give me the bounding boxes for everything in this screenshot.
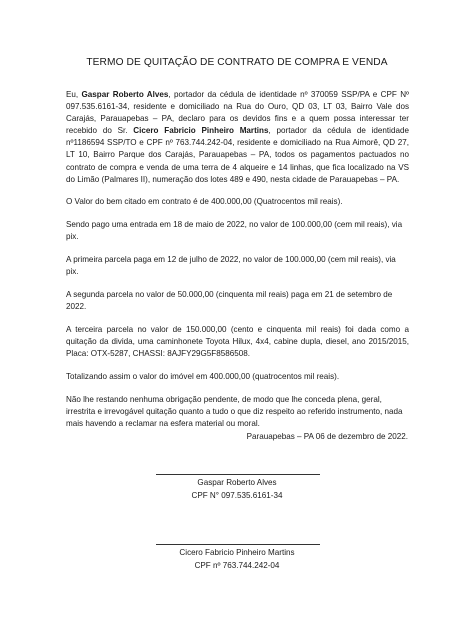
paragraph-declaration [66, 89, 409, 186]
place-and-date: Parauapebas – PA 06 de dezembro de 2022. [246, 432, 408, 441]
paragraph-total-value: O Valor do bem citado em contrato é de 400.000,00 (Quatrocentos mil reais). [66, 197, 343, 207]
signature-line-buyer [156, 544, 320, 545]
paragraph-second-installment: A segunda parcela no valor de 50.000,00 (cinquenta mil reais) paga em 21 de setembro de 2022. [66, 289, 393, 312]
declaration-intro: Eu, [66, 90, 82, 99]
paragraph-down-payment: Sendo pago uma entrada em 18 de maio de 2022, no valor de 100.000,00 (cem mil reais), via pix. [66, 220, 403, 242]
paragraph-total: Totalizando assim o valor do imóvel em 400.000,00 (quatrocentos mil reais). [66, 371, 340, 381]
declaration-seller-details: , portador da cédula de identidade nº 370059 SSP/PA e CPF Nº 097.535.6161-34, residente e domiciliado na Rua do Ouro, QD 03, LT 03, Bairro Vale dos Carajás, Parauapebas – PA, declaro para os devidos fins e a quem possa interessar ter recebido do Sr. [66, 90, 409, 136]
document-body [66, 89, 409, 441]
signature-seller-name: Gaspar Roberto Alves [197, 478, 277, 487]
signature-buyer-cpf: CPF nº 763.744.242-04 [194, 561, 280, 570]
declaration-buyer-details: , portador da cédula de identidade nº1186594 SSP/TO e CPF nº 763.744.242-04, residente e domiciliado na Rua Aimorê, QD 27, LT 10, Bairro Parque dos Carajás, Parauapebas – PA, todos os pagamentos pactuados no contrato de compra e venda de uma terra de 4 alqueire e 14 linhas, que fica localizado na VS do Limão (Palmares II), numeração dos lotes 489 e 490, nesta cidade de Parauapebas – PA. [66, 126, 409, 184]
signature-line-seller [156, 474, 320, 475]
signature-buyer-name: Cicero Fabricio Pinheiro Martins [179, 548, 295, 557]
seller-name: Gaspar Roberto Alves [81, 90, 169, 99]
document-title: TERMO DE QUITAÇÃO DE CONTRATO DE COMPRA E VENDA [86, 57, 388, 68]
paragraph-third-installment: A terceira parcela no valor de 150.000,00 (cento e cinquenta mil reais) foi dada como a quitação da divida, uma caminhonete Toyota Hilux, 4x4, cabine dupla, diesel, ano 2015/2015, Placa: OTX-5287, CHASSI: 8AJFY29G5F8586508. [66, 324, 409, 359]
buyer-name: Cicero Fabricio Pinheiro Martins [133, 126, 269, 136]
paragraph-first-installment: A primeira parcela paga em 12 de julho de 2022, no valor de 100.000,00 (cem mil reais), via pix. [66, 255, 396, 277]
signature-seller-cpf: CPF N° 097.535.6161-34 [191, 491, 283, 500]
paragraph-release: Não lhe restando nenhuma obrigação pendente, de modo que lhe conceda plena, geral, irrestrita e irrevogável quitação quanto a tudo o que diz respeito ao referido instrumento, nada mais havendo a reclamar na esfera material ou moral. [66, 394, 403, 428]
